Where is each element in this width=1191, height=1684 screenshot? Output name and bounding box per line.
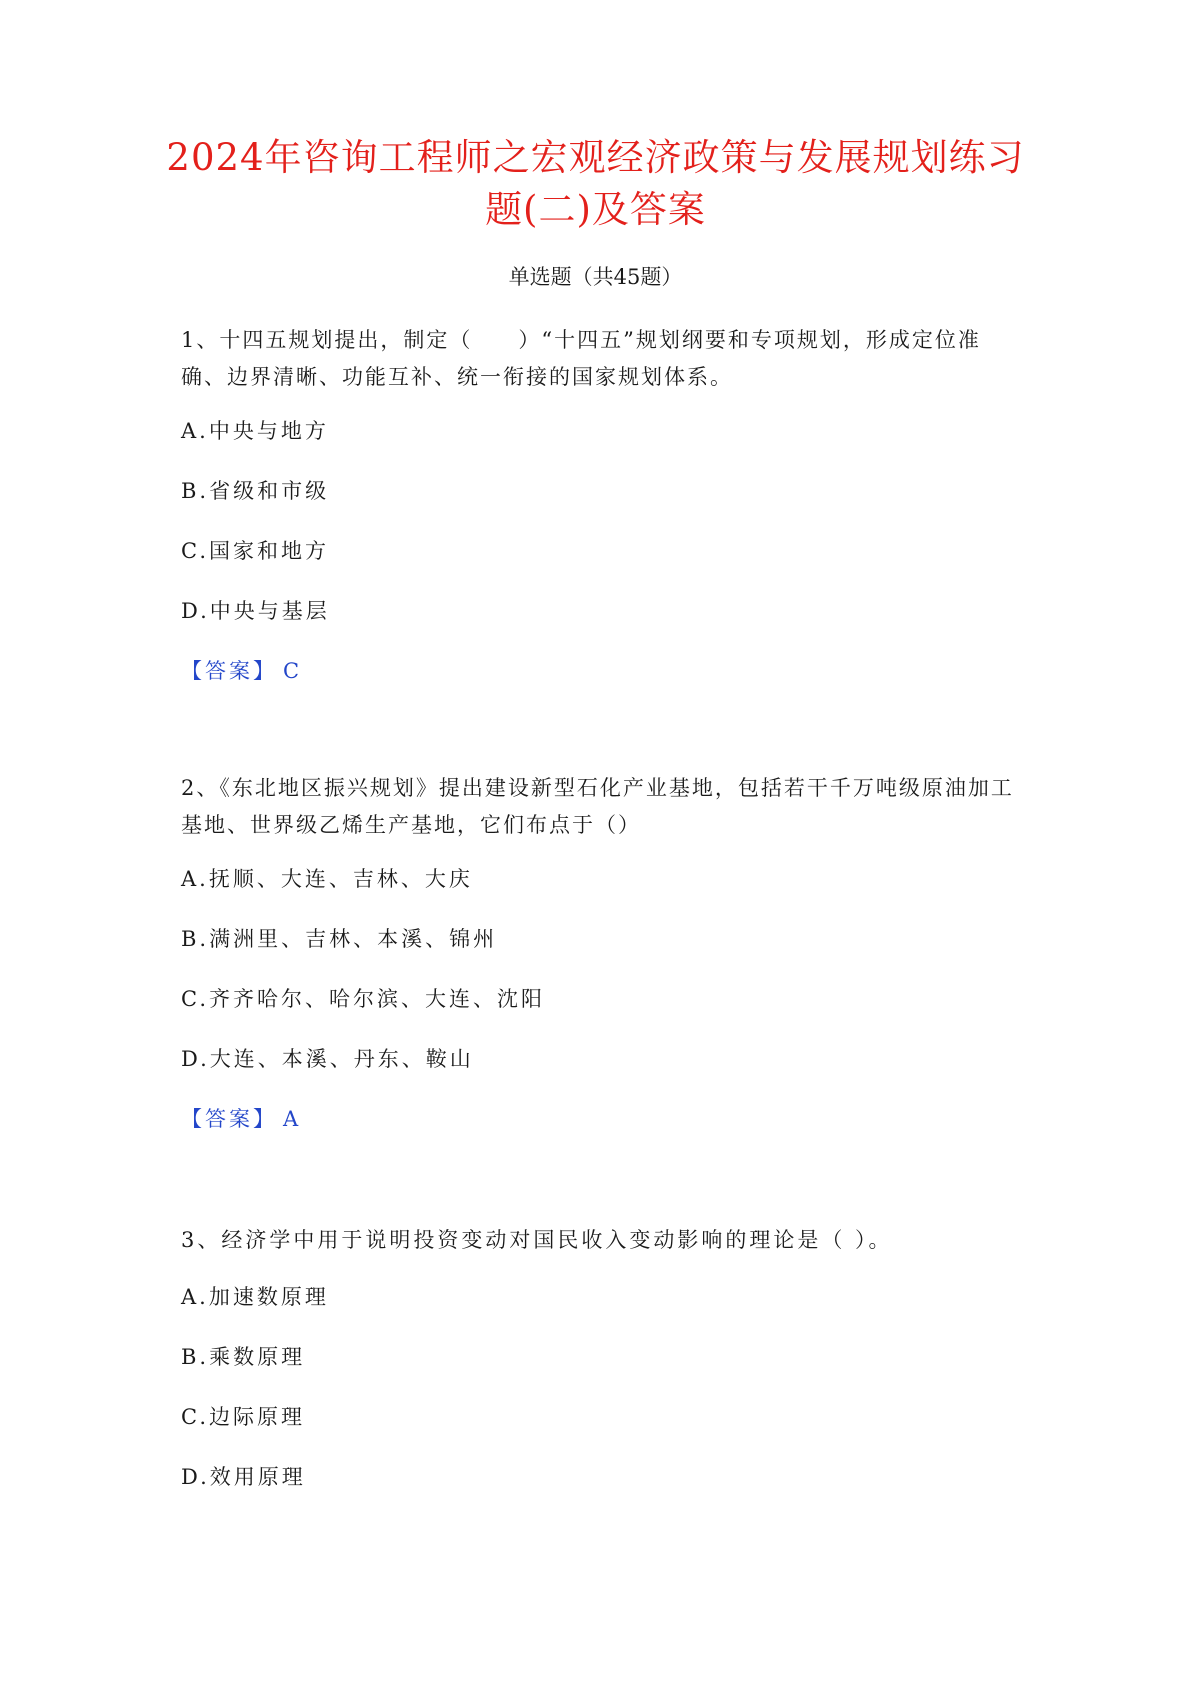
question-3-option-a: A.加速数原理	[181, 1285, 329, 1309]
title-line-1: 2024年咨询工程师之宏观经济政策与发展规划练习	[166, 136, 1025, 179]
answer-value: A	[283, 1107, 299, 1131]
question-2-option-b: B.满洲里、吉林、本溪、锦州	[181, 927, 498, 951]
question-3-option-d: D.效用原理	[181, 1465, 306, 1489]
question-2-option-a: A.抚顺、大连、吉林、大庆	[181, 867, 473, 891]
question-3-option-c: C.边际原理	[181, 1405, 305, 1429]
question-1-option-a: A.中央与地方	[181, 419, 329, 443]
question-2-option-d: D.大连、本溪、丹东、鞍山	[181, 1047, 474, 1071]
question-2-option-c: C.齐齐哈尔、哈尔滨、大连、沈阳	[181, 987, 545, 1011]
question-3-stem: 3、经济学中用于说明投资变动对国民收入变动影响的理论是（ ）。	[181, 1228, 893, 1252]
question-2-stem: 2、《东北地区振兴规划》提出建设新型石化产业基地，包括若干千万吨级原油加工基地、世界级乙烯生产基地，它们布点于（）	[181, 776, 1014, 837]
title-line-2: 题(二)及答案	[485, 188, 706, 231]
question-1-answer	[181, 656, 299, 686]
answer-tag: 【答案】	[181, 1107, 277, 1131]
answer-value: C	[283, 659, 300, 683]
question-1-stem: 1、十四五规划提出，制定（ ）“十四五”规划纲要和专项规划，形成定位准确、边界清晰、功能互补、统一衔接的国家规划体系。	[181, 328, 981, 389]
question-3-option-b: B.乘数原理	[181, 1345, 306, 1369]
question-1-option-c: C.国家和地方	[181, 539, 329, 563]
question-2-answer	[181, 1104, 298, 1134]
section-heading: 单选题（共45题）	[508, 265, 683, 289]
question-1-option-d: D.中央与基层	[181, 599, 330, 623]
document-title	[150, 132, 1041, 236]
answer-tag: 【答案】	[181, 659, 277, 683]
question-1-option-b: B.省级和市级	[181, 479, 330, 503]
